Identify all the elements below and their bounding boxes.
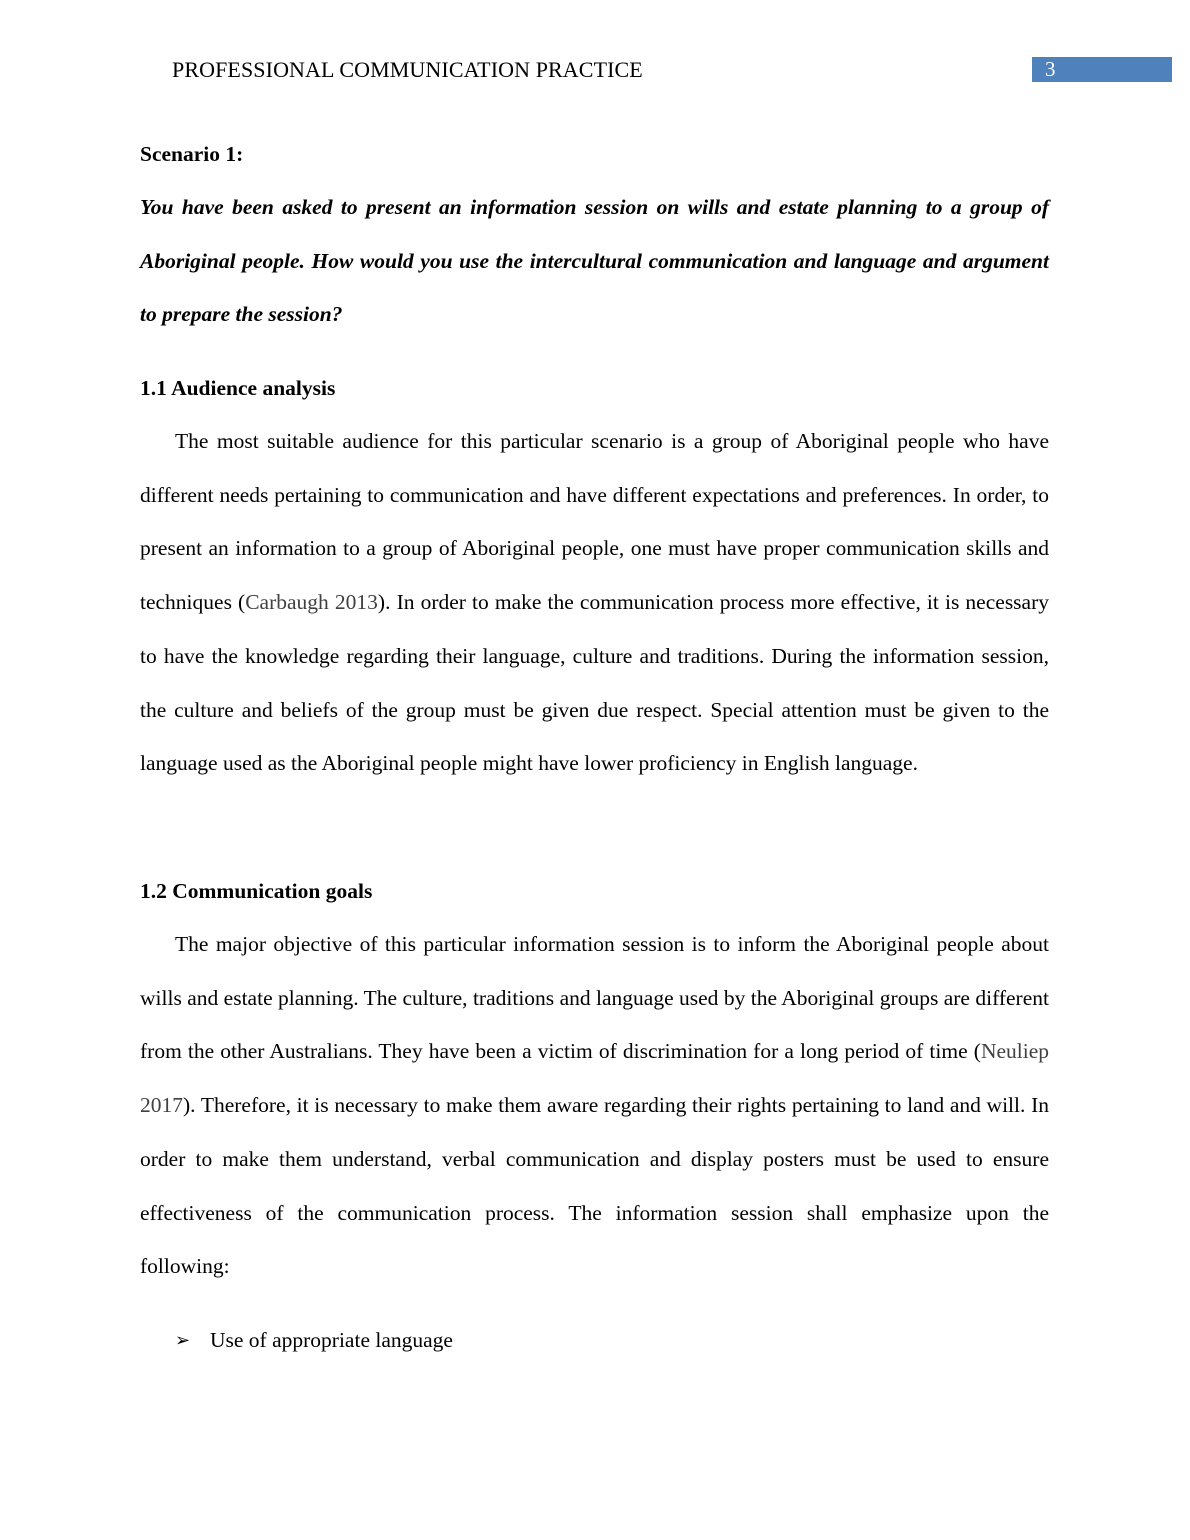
citation: Neuliep 2017 <box>140 1039 1049 1118</box>
scenario-question: You have been asked to present an information session on wills and estate planning to a group of Aboriginal people. How would you use the intercultural communication and language and argument to prepare the session? <box>140 195 1049 327</box>
paragraph-text: ). Therefore, it is necessary to make them aware regarding their rights pertaining to land and will. In order to make them understand, verbal communication and display posters must be used to ensure effectiveness of the communication process. The information session shall emphasize upon the following: <box>140 1093 1049 1279</box>
paragraph-audience-analysis <box>140 415 1049 791</box>
paragraph-text: ). In order to make the communication process more effective, it is necessary to have the knowledge regarding their language, culture and traditions. During the information session, the culture and beliefs of the group must be given due respect. Special attention must be given to the language used as the Aboriginal people might have lower proficiency in English language. <box>140 590 1050 776</box>
paragraph-text: The most suitable audience for this particular scenario is a group of Aboriginal people who have different needs pertaining to communication and have different expectations and preferences. In order, to present an information to a group of Aboriginal people, one must have proper communication skills and techniques ( <box>140 429 1049 615</box>
paragraph-text: The major objective of this particular information session is to inform the Aboriginal people about wills and estate planning. The culture, traditions and language used by the Aboriginal groups are different from the other Australians. They have been a victim of discrimination for a long period of time ( <box>140 932 1049 1064</box>
citation: Carbaugh 2013 <box>245 590 378 615</box>
list-item-text: Use of appropriate language <box>210 1328 453 1352</box>
paragraph-communication-goals <box>140 918 1049 1294</box>
running-header-title: PROFESSIONAL COMMUNICATION PRACTICE <box>172 57 643 82</box>
section-heading-audience-analysis: 1.1 Audience analysis <box>140 376 336 400</box>
scenario-label: Scenario 1: <box>140 142 244 166</box>
page-number-badge <box>1032 57 1172 82</box>
list-item <box>175 1326 453 1354</box>
page-number: 3 <box>1045 57 1056 81</box>
arrowhead-bullet-icon: ➢ <box>175 1330 191 1350</box>
section-heading-communication-goals: 1.2 Communication goals <box>140 879 373 903</box>
